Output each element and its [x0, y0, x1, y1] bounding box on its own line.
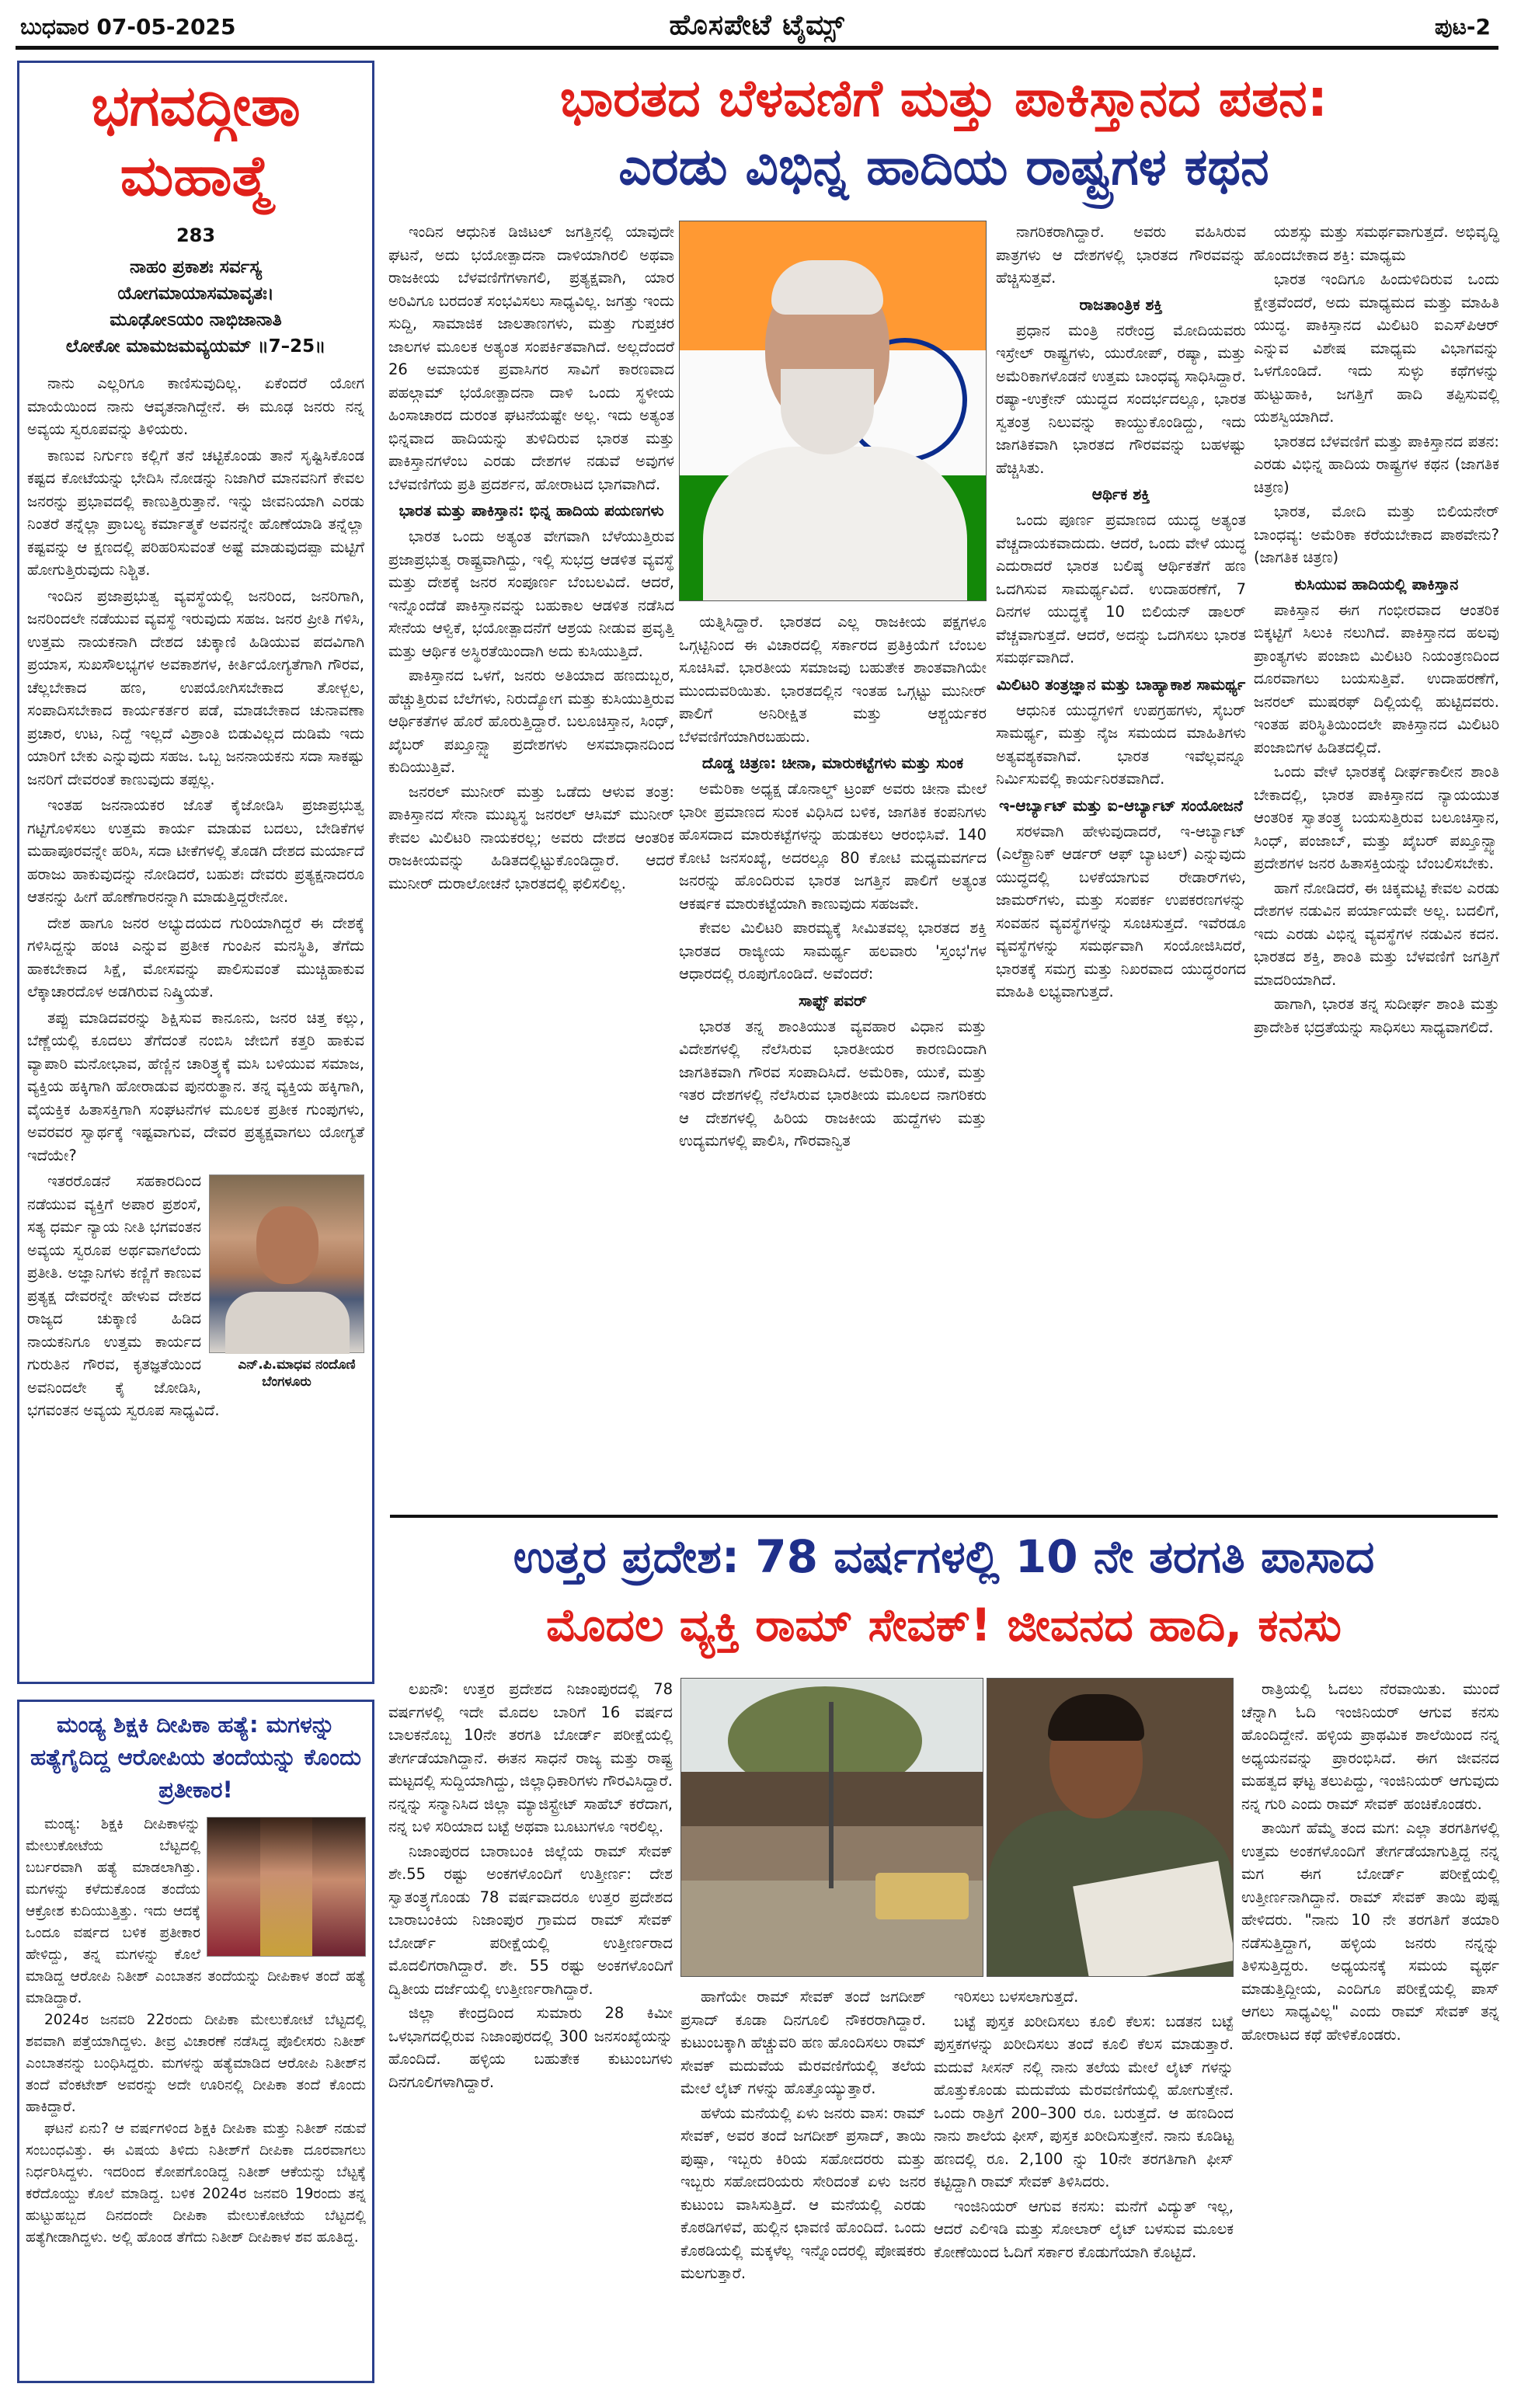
article-subhead: ಸಾಫ್ಟ್ ಪವರ್ — [798, 990, 868, 1010]
article-paragraph: ತಾಯಿಗೆ ಹೆಮ್ಮೆ ತಂದ ಮಗ: ಎಲ್ಲಾ ತರಗತಿಗಳಲ್ಲಿ ಉತ್ತಮ ಅಂಕಗಳೊಂದಿಗೆ ತೇರ್ಗಡೆಯಾಗುತ್ತಿದ್ದ ನನ್ನ ಮಗ ಈಗ ಬೋರ್ಡ್ ಪರೀಕ್ಷೆಯಲ್ಲಿ ಉತ್ತೀರ್ಣನಾಗಿದ್ದಾನೆ. ರಾಮ್ ಸೇವಕ್ ತಾಯಿ ಪುಷ್ಪ ಹೇಳಿದರು. "ನಾನು 10 ನೇ ತರಗತಿಗೆ ತಯಾರಿ ನಡೆಸುತ್ತಿದ್ದಾಗ, ಹಳ್ಳಿಯ ಜನರು ನನ್ನನ್ನು ತಿಳಿಸುತ್ತಿದ್ದರು. ಅಧ್ಯಯನಕ್ಕೆ ಸಮಯ ವ್ಯರ್ಥ ಮಾಡುತ್ತಿದ್ದೀಯ, ಎಂದಿಗೂ ಪರೀಕ್ಷೆಯಲ್ಲಿ ಪಾಸ್ ಆಗಲು ಸಾಧ್ಯವಿಲ್ಲ" ಎಂದು ರಾಮ್ ಸೇವಕ್ ತನ್ನ ಹೋರಾಟದ ಕಥೆ ಹೇಳಿಕೊಂಡರು. — [1241, 1819, 1499, 2044]
gita-title-line2: ಮಹಾತ್ಮೆ — [120, 143, 272, 208]
article-paragraph: ಭಾರತದ ಬೆಳವಣಿಗೆ ಮತ್ತು ಪಾಕಿಸ್ತಾನದ ಪತನ: ಎರಡು ವಿಭಿನ್ನ ಹಾದಿಯ ರಾಷ್ಟ್ರಗಳ ಕಥನ (ಜಾಗತಿಕ ಚಿತ್ರಣ) — [1254, 432, 1499, 496]
article-paragraph: ಜಿಲ್ಲಾ ಕೇಂದ್ರದಿಂದ ಸುಮಾರು 28 ಕಿಮೀ ಒಳಭಾಗದಲ್ಲಿರುವ ನಿಜಾಂಪುರದಲ್ಲಿ 300 ಜನಸಂಖ್ಯೆಯನ್ನು ಹೊಂದಿದೆ. ಹಳ್ಳಿಯ ಬಹುತೇಕ ಕುಟುಂಬಗಳು ದಿನಗೂಲಿಗಳಾಗಿದ್ದಾರೆ. — [388, 2004, 673, 2091]
mandya-body — [26, 1814, 366, 2249]
article-paragraph: ಒಂದು ವೇಳೆ ಭಾರತಕ್ಕೆ ದೀರ್ಘಕಾಲೀನ ಶಾಂತಿ ಬೇಕಾದಲ್ಲಿ, ಭಾರತ ಪಾಕಿಸ್ತಾನದ ನ್ಯಾಯಯುತ ಆಂತರಿಕ ಸ್ವಾತಂತ್ರ್ಯ ಬಯಸುತ್ತಿರುವ ಬಲೂಚಿಸ್ತಾನ, ಸಿಂಧ್, ಪಂಜಾಬ್, ಮತ್ತು ಖೈಬರ್ ಪಖ್ತೂನ್ಖ್ವಾ ಪ್ರದೇಶಗಳ ಜನರ ಹಿತಾಸಕ್ತಿಯನ್ನು ಬೆಂಬಲಿಸಬೇಕು. — [1254, 763, 1499, 872]
article-paragraph: 2024ರ ಜನವರಿ 22ರಂದು ದೀಪಿಕಾ ಮೇಲುಕೋಟೆ ಬೆಟ್ಟದಲ್ಲಿ ಶವವಾಗಿ ಪತ್ತೆಯಾಗಿದ್ದಳು. ತೀವ್ರ ವಿಚಾರಣೆ ನಡೆಸಿದ್ದ ಪೊಲೀಸರು ನಿತೀಶ್ ಎಂಬಾತನನ್ನು ಬಂಧಿಸಿದ್ದರು. ಮಗಳನ್ನು ಹತ್ಯೆಮಾಡಿದ ಆರೋಪಿ ನಿತೀಶ್‌ನ ತಂದೆ ವೆಂಕಟೇಶ್ ಅವರನ್ನು ಅದೇ ಊರಿನಲ್ಲಿ ದೀಪಿಕಾ ತಂದೆ ಕೊಂದು ಹಾಕಿದ್ದಾರೆ. — [26, 2012, 366, 2115]
masthead — [16, 6, 1498, 50]
article-subhead: ಆರ್ಥಿಕ ಶಕ್ತಿ — [1091, 485, 1150, 503]
gita-title-line1: ಭಗವದ್ಗೀತಾ — [91, 73, 301, 138]
article-subhead: ರಾಜತಾಂತ್ರಿಕ ಶಕ್ತಿ — [1079, 294, 1163, 314]
gita-column — [17, 61, 374, 1684]
article-paragraph: ಅಮೆರಿಕಾ ಅಧ್ಯಕ್ಷ ಡೊನಾಲ್ಡ್ ಟ್ರಂಪ್ ಅವರು ಚೀನಾ ಮೇಲೆ ಭಾರೀ ಪ್ರಮಾಣದ ಸುಂಕ ವಿಧಿಸಿದ ಬಳಿಕ, ಜಾಗತಿಕ ಕಂಪನಿಗಳು ಹೊಸದಾದ ಮಾರುಕಟ್ಟೆಗಳನ್ನು ಹುಡುಕಲು ಆರಂಭಿಸಿವೆ. 140 ಕೋಟಿ ಜನಸಂಖ್ಯೆ, ಅದರಲ್ಲೂ 80 ಕೋಟಿ ಮಧ್ಯಮವರ್ಗದ ಜನರನ್ನು ಹೊಂದಿರುವ ಭಾರತ ಜಗತ್ತಿನ ಪಾಲಿಗೆ ಅತ್ಯಂತ ಆಕರ್ಷಕ ಮಾರುಕಟ್ಟೆಯಾಗಿ ಕಾಣುವುದು ಸಹಜವೇ. — [679, 780, 987, 913]
page-number: ಪುಟ-2 — [1434, 14, 1491, 40]
article-subhead: ಕುಸಿಯುವ ಹಾದಿಯಲ್ಲಿ ಪಾಕಿಸ್ತಾನ — [1294, 574, 1459, 593]
article-paragraph: ಭಾರತ ಒಂದು ಅತ್ಯಂತ ವೇಗವಾಗಿ ಬೆಳೆಯುತ್ತಿರುವ ಪ್ರಜಾಪ್ರಭುತ್ವ ರಾಷ್ಟ್ರವಾಗಿದ್ದು, ಇಲ್ಲಿ ಸುಭದ್ರ ಆಡಳಿತ ವ್ಯವಸ್ಥೆ ಮತ್ತು ದೇಶಕ್ಕೆ ಜನರ ಸಂಪೂರ್ಣ ಬೆಂಬಲವಿದೆ. ಆದರೆ, ಇನ್ನೊಂದೆಡೆ ಪಾಕಿಸ್ತಾನವನ್ನು ಬಹುಕಾಲ ಆಡಳಿತ ನಡೆಸಿದ ಸೇನೆಯ ಆಳ್ವಿಕೆ, ಭಯೋತ್ಪಾದನೆಗೆ ಆಶ್ರಯ ನೀಡುವ ಪ್ರವೃತ್ತಿ ಮತ್ತು ಆರ್ಥಿಕ ಅಸ್ಥಿರತೆಯಿಂದಾಗಿ ಅದು ಕುಸಿಯುತ್ತಿದೆ. — [388, 527, 674, 660]
author-name: ಎನ್.ಪಿ.ಮಾಧವ ನಂದೊಣಿ ಬೆಂಗಳೂರು — [238, 1357, 356, 1390]
second-headline-line2: ಮೊದಲ ವ್ಯಕ್ತಿ ರಾಮ್ ಸೇವಕ್! ಜೀವನದ ಹಾದಿ, ಕನಸು — [546, 1599, 1342, 1651]
article-paragraph: ಲಖನೌ: ಉತ್ತರ ಪ್ರದೇಶದ ನಿಜಾಂಪುರದಲ್ಲಿ 78 ವರ್ಷಗಳಲ್ಲಿ ಇದೇ ಮೊದಲ ಬಾರಿಗೆ 16 ವರ್ಷದ ಬಾಲಕನೊಬ್ಬ 10ನೇ ತರಗತಿ ಬೋರ್ಡ್ ಪರೀಕ್ಷೆಯಲ್ಲಿ ತೇರ್ಗಡೆಯಾಗಿದ್ದಾನೆ. ಈತನ ಸಾಧನೆ ರಾಜ್ಯ ಮತ್ತು ರಾಷ್ಟ್ರ ಮಟ್ಟದಲ್ಲಿ ಸುದ್ದಿಯಾಗಿದ್ದು, ಜಿಲ್ಲಾಧಿಕಾರಿಗಳು ಗೌರವಿಸಿದ್ದಾರೆ. ನನ್ನನ್ನು ಸನ್ಮಾನಿಸಿದ ಜಿಲ್ಲಾ ಮ್ಯಾಜಿಸ್ಟ್ರೇಟ್ ಸಾಹೆಬ್ ಕರೆದಾಗ, ನನ್ನ ಬಳಿ ಸರಿಯಾದ ಬಟ್ಟೆ ಅಥವಾ ಬೂಟುಗಳೂ ಇರಲಿಲ್ಲ. — [388, 1680, 673, 1836]
article-paragraph: ಇಂದಿನ ಆಧುನಿಕ ಡಿಜಿಟಲ್ ಜಗತ್ತಿನಲ್ಲಿ ಯಾವುದೇ ಘಟನೆ, ಅದು ಭಯೋತ್ಪಾದನಾ ದಾಳಿಯಾಗಿರಲಿ ಅಥವಾ ರಾಜಕೀಯ ಬೆಳವಣಿಗೆಗಳಾಗಲಿ, ಪ್ರತ್ಯಕ್ಷವಾಗಿ, ಯಾರ ಅರಿವಿಗೂ ಬರದಂತೆ ಸಂಭವಿಸಲು ಸಾಧ್ಯವಿಲ್ಲ. ಜಗತ್ತು ಇಂದು ಸುದ್ದಿ, ಸಾಮಾಜಿಕ ಜಾಲತಾಣಗಳು, ಮತ್ತು ಗುಪ್ತಚರ ಜಾಲಗಳ ಮೂಲಕ ಅತ್ಯಂತ ಸಂಪರ್ಕಿತವಾಗಿದೆ. ಅಲ್ಲದೆಂದರೆ 26 ಅಮಾಯಕ ಪ್ರವಾಸಿಗರ ಸಾವಿಗೆ ಕಾರಣವಾದ ಪಹಲ್ಗಾಮ್ ಭಯೋತ್ಪಾದನಾ ದಾಳಿ ಒಂದು ಸ್ಥಳೀಯ ಹಿಂಸಾಚಾರದ ದುರಂತ ಘಟನೆಯಷ್ಟೇ ಅಲ್ಲ. ಇದು ಅತ್ಯಂತ ಭಿನ್ನವಾದ ಹಾದಿಯನ್ನು ತುಳಿದಿರುವ ಭಾರತ ಮತ್ತು ಪಾಕಿಸ್ತಾನಗಳೆಂಬ ಎರಡು ದೇಶಗಳ ನಡುವೆ ಅವುಗಳ ಬೆಳವಣಿಗೆಯ ಪ್ರತಿ ಪ್ರದರ್ಶನ, ಹೋರಾಟದ ಭಾಗವಾಗಿದೆ. — [388, 223, 674, 493]
second-story-column-2 — [680, 1985, 926, 2385]
article-paragraph: ಇಂಜಿನಿಯರ್ ಆಗುವ ಕನಸು: ಮನೆಗೆ ವಿದ್ಯುತ್ ಇಲ್ಲ, ಆದರೆ ಎಲಿಇಡಿ ಮತ್ತು ಸೋಲಾರ್ ಲೈಟ್ ಬಳಸುವ ಮೂಲಕ ಕೋಣೆಯಿಂದ ಓದಿಗೆ ಸರ್ಕಾರ ಕೊಡುಗೆಯಾಗಿ ಕೊಟ್ಟಿದೆ. — [934, 2197, 1234, 2261]
article-paragraph: ಕೇವಲ ಮಿಲಿಟರಿ ಪಾರಮ್ಯಕ್ಕೆ ಸೀಮಿತವಲ್ಲ ಭಾರತದ ಶಕ್ತಿ ಭಾರತದ ರಾಜ್ಯೀಯ ಸಾಮರ್ಥ್ಯ ಹಲವಾರು 'ಸ್ತಂಭ'ಗಳ ಆಧಾರದಲ್ಲಿ ರೂಪುಗೊಂಡಿದೆ. ಅವೆಂದರೆ: — [679, 919, 987, 983]
main-headline-line1: ಭಾರತದ ಬೆಳವಣಿಗೆ ಮತ್ತು ಪಾಕಿಸ್ತಾನದ ಪತನ: — [559, 68, 1328, 128]
gita-number: 283 — [176, 224, 216, 246]
article-paragraph: ಭಾರತ, ಮೋದಿ ಮತ್ತು ಬಿಲಿಯನೇರ್ ಬಾಂಧವ್ಯ: ಅಮೆರಿಕಾ ಕರೆಯಬೇಕಾದ ಪಾಠವೇನು? (ಜಾಗತಿಕ ಚಿತ್ರಣ) — [1254, 503, 1499, 566]
article-paragraph: ಒಂದು ಪೂರ್ಣ ಪ್ರಮಾಣದ ಯುದ್ಧ ಅತ್ಯಂತ ವೆಚ್ಚದಾಯಕವಾದುದು. ಆದರೆ, ಒಂದು ವೇಳೆ ಯುದ್ಧ ಎದುರಾದರೆ ಭಾರತ ಬಲಿಷ್ಠ ಆರ್ಥಿಕತೆಗೆ ಹಣ ಒದಗಿಸುವ ಸಾಮರ್ಥ್ಯವಿದೆ. ಉದಾಹರಣೆಗೆ, 7 ದಿನಗಳ ಯುದ್ಧಕ್ಕೆ 10 ಬಿಲಿಯನ್ ಡಾಲರ್ ವೆಚ್ಚವಾಗುತ್ತದೆ. ಆದರೆ, ಅದನ್ನು ಒದಗಿಸಲು ಭಾರತ ಸಮರ್ಥವಾಗಿದೆ. — [996, 511, 1246, 666]
gita-paragraph: ಇತರರೊಡನೆ ಸಹಕಾರದಿಂದ ನಡೆಯುವ ವ್ಯಕ್ತಿಗೆ ಅಪಾರ ಪ್ರಶಂಸೆ, ಸತ್ಯ ಧರ್ಮ ನ್ಯಾಯ ನೀತಿ ಭಗವಂತನ ಅವ್ಯಯ ಸ್ವರೂಪ ಅರ್ಥವಾಗಲೆಂದು ಪ್ರತೀತಿ. ಅಜ್ಞಾನಿಗಳು ಕಣ್ಣಿಗೆ ಕಾಣುವ ಪ್ರತ್ಯಕ್ಷ ದೇವರನ್ನೇ ಹೇಳುವ ದೇಶದ ರಾಜ್ಯದ ಚುಕ್ಕಾಣಿ ಹಿಡಿದ ನಾಯಕನಿಗೂ ಉತ್ತಮ ಕಾರ್ಯದ ಗುರುತಿನ ಗೌರವ, ಕೃತಜ್ಞತೆಯಿಂದ ಅವನಿಂದಲೇ ಕೈ ಜೋಡಿಸಿ, ಭಗವಂತನ ಅವ್ಯಯ ಸ್ವರೂಪ ಸಾಧ್ಯವಿದೆ. — [27, 1172, 220, 1419]
article-paragraph: ಯಶಸ್ಸು ಮತ್ತು ಸಮರ್ಥವಾಗುತ್ತದೆ. ಅಭಿವೃದ್ಧಿ ಹೊಂದಬೇಕಾದ ಶಕ್ತಿ: ಮಾಧ್ಯಮ — [1254, 223, 1499, 264]
article-paragraph: ನಾಗರಿಕರಾಗಿದ್ದಾರೆ. ಅವರು ವಹಿಸಿರುವ ಪಾತ್ರಗಳು ಆ ದೇಶಗಳಲ್ಲಿ ಭಾರತದ ಗೌರವವನ್ನು ಹೆಚ್ಚಿಸುತ್ತವೆ. — [996, 223, 1246, 287]
article-subhead: ಇ-ಆರ್ಬ್ಯಾಟ್ ಮತ್ತು ಐ-ಆರ್ಬ್ಯಾಟ್ ಸಂಯೋಜನೆ — [999, 795, 1243, 815]
article-paragraph: ಹಾಗೆಯೇ ರಾಮ್ ಸೇವಕ್ ತಂದೆ ಜಗದೀಶ್ ಪ್ರಸಾದ್ ಕೂಡಾ ದಿನಗೂಲಿ ನೌಕರರಾಗಿದ್ದಾರೆ. ಕುಟುಂಬಕ್ಕಾಗಿ ಹೆಚ್ಚುವರಿ ಹಣ ಹೊಂದಿಸಲು ರಾಮ್ ಸೇವಕ್ ಮದುವೆಯ ಮೆರವಣಿಗೆಯಲ್ಲಿ ತಲೆಯ ಮೇಲೆ ಲೈಟ್ ಗಳನ್ನು ಹೊತ್ತೊಯ್ಯುತ್ತಾರೆ. — [680, 1988, 926, 2097]
gita-paragraph: ಇಂದಿನ ಪ್ರಜಾಪ್ರಭುತ್ವ ವ್ಯವಸ್ಥೆಯಲ್ಲಿ ಜನರಿಂದ, ಜನರಿಗಾಗಿ, ಜನರಿಂದಲೇ ನಡೆಯುವ ವ್ಯವಸ್ಥೆ ಇರುವುದು ಸಹಜ. ಜನರ ಪ್ರೀತಿ ಗಳಿಸಿ, ಉತ್ತಮ ನಾಯಕನಾಗಿ ದೇಶದ ಚುಕ್ಕಾಣಿ ಹಿಡಿಯುವ ಪದವಿಗಾಗಿ ಪ್ರಯಾಸ, ಸುಖಸೌಲಭ್ಯಗಳ ಅವಕಾಶಗಳ, ಕೀರ್ತಿಯೋಗ್ಯತೆಗಾಗಿ ಗೌರವ, ಚೆಲ್ಲಬೇಕಾದ ಹಣ, ಉಪಯೋಗಿಸಬೇಕಾದ ತೋಳ್ಬಲ, ಸಂಪಾದಿಸಬೇಕಾದ ಕಾರ್ಯಕರ್ತರ ಪಡೆ, ಮಾಡಬೇಕಾದ ಚುನಾವಣಾ ಪ್ರಚಾರ, ಉಟ, ನಿದ್ದೆ ಇಲ್ಲದೆ ವಿಶ್ರಾಂತಿ ಬಿಡುವಿಲ್ಲದ ದುಡಿಮೆ ಇದು ಯಾರಿಗೆ ಬೇಕು ಎನ್ನುವುದು ಸಹಜ. ಒಬ್ಬ ಜನನಾಯಕನು ಸದಾ ಸಾಕಷ್ಟು ಜನರಿಗೆ ದೇವರಂತೆ ಕಾಣುವುದು ತಪ್ಪಲ್ಲ. — [27, 586, 364, 788]
article-paragraph: ಭಾರತ ಇಂದಿಗೂ ಹಿಂದುಳಿದಿರುವ ಒಂದು ಕ್ಷೇತ್ರವೆಂದರೆ, ಅದು ಮಾಧ್ಯಮದ ಮತ್ತು ಮಾಹಿತಿ ಯುದ್ಧ. ಪಾಕಿಸ್ತಾನದ ಮಿಲಿಟರಿ ಐಎಸ್‌ಪಿಆರ್ ಎನ್ನುವ ವಿಶೇಷ ಮಾಧ್ಯಮ ವಿಭಾಗವನ್ನು ಒಳಗೊಂಡಿದೆ. ಇದು ಸುಳ್ಳು ಕಥೆಗಳನ್ನು ಹುಟ್ಟುಹಾಕಿ, ಜಗತ್ತಿಗೆ ಹಾದಿ ತಪ್ಪಿಸುವಲ್ಲಿ ಯಶಸ್ವಿಯಾಗಿದೆ. — [1254, 270, 1499, 426]
modi-photo — [679, 221, 987, 601]
article-paragraph: ನಿಜಾಂಪುರದ ಬಾರಾಬಂಕಿ ಜಿಲ್ಲೆಯ ರಾಮ್ ಸೇವಕ್ ಶೇ.55 ರಷ್ಟು ಅಂಕಗಳೊಂದಿಗೆ ಉತ್ತೀರ್ಣ: ದೇಶ ಸ್ವಾತಂತ್ರ್ಯಗೊಂಡು 78 ವರ್ಷವಾದರೂ ಉತ್ತರ ಪ್ರದೇಶದ ಬಾರಾಬಂಕಿಯ ನಿಜಾಂಪುರ ಗ್ರಾಮದ ರಾಮ್ ಸೇವಕ್ ಬೋರ್ಡ್ ಪರೀಕ್ಷೆಯಲ್ಲಿ ಉತ್ತೀರ್ಣರಾದ ಮೊದಲಿಗರಾಗಿದ್ದಾರೆ. ಶೇ. 55 ರಷ್ಟು ಅಂಕಗಳೊಂದಿಗೆ ದ್ವಿತೀಯ ದರ್ಜೆಯಲ್ಲಿ ಉತ್ತೀರ್ಣರಾಗಿದ್ದಾರೆ. — [388, 1842, 673, 1998]
article-paragraph: ಭಾರತ ತನ್ನ ಶಾಂತಿಯುತ ವ್ಯವಹಾರ ವಿಧಾನ ಮತ್ತು ವಿದೇಶಗಳಲ್ಲಿ ನೆಲೆಸಿರುವ ಭಾರತೀಯರ ಕಾರಣದಿಂದಾಗಿ ಜಾಗತಿಕವಾಗಿ ಗೌರವ ಸಂಪಾದಿಸಿದೆ. ಅಮೆರಿಕಾ, ಯುಕೆ, ಮತ್ತು ಇತರ ದೇಶಗಳಲ್ಲಿ ನೆಲೆಸಿರುವ ಭಾರತೀಯ ಮೂಲದ ನಾಗರಿಕರು ಆ ದೇಶಗಳಲ್ಲಿ ಹಿರಿಯ ರಾಜಕೀಯ ಹುದ್ದೆಗಳು ಮತ್ತು ಉದ್ಯಮಗಳಲ್ಲಿ ಪಾಲಿಸಿ, ಗೌರವಾನ್ವಿತ — [679, 1017, 987, 1150]
article-paragraph: ಯತ್ನಿಸಿದ್ದಾರೆ. ಭಾರತದ ಎಲ್ಲ ರಾಜಕೀಯ ಪಕ್ಷಗಳೂ ಒಗ್ಗಟ್ಟಿನಿಂದ ಈ ವಿಚಾರದಲ್ಲಿ ಸರ್ಕಾರದ ಪ್ರತಿಕ್ರಿಯೆಗೆ ಬೆಂಬಲ ಸೂಚಿಸಿವೆ. ಭಾರತೀಯ ಸಮಾಜವು ಬಹುತೇಕ ಶಾಂತವಾಗಿಯೇ ಮುಂದುವರಿಯಿತು. ಭಾರತದಲ್ಲಿನ ಇಂತಹ ಒಗ್ಗಟ್ಟು ಮುನೀರ್ ಪಾಲಿಗೆ ಅನಿರೀಕ್ಷಿತ ಮತ್ತು ಆಶ್ಚರ್ಯಕರ ಬೆಳವಣಿಗೆಯಾಗಿರಬಹುದು. — [679, 613, 987, 746]
gita-paragraph: ನಾನು ಎಲ್ಲರಿಗೂ ಕಾಣಿಸುವುದಿಲ್ಲ. ಏಕೆಂದರೆ ಯೋಗ ಮಾಯೆಯಿಂದ ನಾನು ಆವೃತನಾಗಿದ್ದೇನೆ. ಈ ಮೂಢ ಜನರು ನನ್ನ ಅವ್ಯಯ ಸ್ವರೂಪವನ್ನು ತಿಳಿಯರು. — [27, 374, 364, 438]
article-subhead: ಭಾರತ ಮತ್ತು ಪಾಕಿಸ್ತಾನ: ಭಿನ್ನ ಹಾದಿಯ ಪಯಣಗಳು — [399, 501, 664, 520]
newspaper-name: ಹೊಸಪೇಟೆ ಟೈಮ್ಸ್ — [669, 9, 845, 41]
main-story-column-4 — [1254, 221, 1499, 1502]
article-paragraph: ಹಾಗೆ ನೋಡಿದರೆ, ಈ ಚಿಕ್ಕಮಟ್ಟಿ ಕೇವಲ ಎರಡು ದೇಶಗಳ ನಡುವಿನ ಪರ್ಯಾಯವೇ ಅಲ್ಲ. ಬದಲಿಗೆ, ಇದು ಎರಡು ವಿಭಿನ್ನ ವ್ಯವಸ್ಥೆಗಳ ನಡುವಿನ ಕದನ. ಭಾರತದ ಶಕ್ತಿ, ಶಾಂತಿ ಮತ್ತು ಬೆಳವಣಿಗೆ ಜಗತ್ತಿಗೆ ಮಾದರಿಯಾಗಿದೆ. — [1254, 879, 1499, 989]
main-story-column-3 — [996, 221, 1246, 1502]
article-paragraph: ಸರಳವಾಗಿ ಹೇಳುವುದಾದರೆ, ಇ-ಆರ್ಬ್ಯಾಟ್ (ಎಲೆಕ್ಟ್ರಾನಿಕ್ ಆರ್ಡರ್ ಆಫ್ ಬ್ಯಾಟಲ್) ಎನ್ನುವುದು ಯುದ್ಧದಲ್ಲಿ ಬಳಕೆಯಾಗುವ ರೇಡಾರ್‌ಗಳು, ಜಾಮರ್‌ಗಳು, ಮತ್ತು ಸಂಪರ್ಕ ಉಪಕರಣಗಳನ್ನು ಸಂವಹನ ವ್ಯವಸ್ಥೆಗಳನ್ನು ಸೂಚಿಸುತ್ತದೆ. ಇವೆರಡೂ ವ್ಯವಸ್ಥೆಗಳನ್ನು ಸಮರ್ಥವಾಗಿ ಸಂಯೋಜಿಸಿದರೆ, ಭಾರತಕ್ಕೆ ಸಮಗ್ರ ಮತ್ತು ನಿಖರವಾದ ಯುದ್ಧರಂಗದ ಮಾಹಿತಿ ಲಭ್ಯವಾಗುತ್ತದೆ. — [996, 822, 1246, 1000]
author-photo — [209, 1174, 364, 1353]
article-paragraph: ಹಾಗಾಗಿ, ಭಾರತ ತನ್ನ ಸುದೀರ್ಘ ಶಾಂತಿ ಮತ್ತು ಪ್ರಾದೇಶಿಕ ಭದ್ರತೆಯನ್ನು ಸಾಧಿಸಲು ಸಾಧ್ಯವಾಗಲಿದೆ. — [1254, 995, 1499, 1036]
article-paragraph: ರಾತ್ರಿಯಲ್ಲಿ ಓದಲು ನೆರವಾಯಿತು. ಮುಂದೆ ಚೆನ್ನಾಗಿ ಓದಿ ಇಂಜಿನಿಯರ್ ಆಗುವ ಕನಸು ಹೊಂದಿದ್ದೇನೆ. ಹಳ್ಳಿಯ ಪ್ರಾಥಮಿಕ ಶಾಲೆಯಿಂದ ನನ್ನ ಅಧ್ಯಯನವನ್ನು ಪ್ರಾರಂಭಿಸಿದೆ. ಈಗ ಜೀವನದ ಮಹತ್ವದ ಘಟ್ಟ ತಲುಪಿದ್ದು, ಇಂಜಿನಿಯರ್ ಆಗುವುದು ನನ್ನ ಗುರಿ ಎಂದು ರಾಮ್ ಸೇವಕ್ ಹಂಚಿಕೊಂಡರು. — [1241, 1680, 1499, 1813]
shloka-line: ನಾಹಂ ಪ್ರಕಾಶಃ ಸರ್ವಸ್ಯ — [130, 257, 262, 277]
article-paragraph: ಪ್ರಧಾನ ಮಂತ್ರಿ ನರೇಂದ್ರ ಮೋದಿಯವರು ಇಸ್ರೇಲ್ ರಾಷ್ಟ್ರಗಳು, ಯುರೋಪ್, ರಷ್ಯಾ, ಮತ್ತು ಅಮೆರಿಕಾಗಳೊಡನೆ ಉತ್ತಮ ಬಾಂಧವ್ಯ ಸಾಧಿಸಿದ್ದಾರೆ. ರಷ್ಯಾ-ಉಕ್ರೇನ್ ಯುದ್ಧದ ಸಂದರ್ಭದಲ್ಲೂ, ಭಾರತ ಸ್ವತಂತ್ರ ನಿಲುವನ್ನು ಕಾಯ್ದುಕೊಂಡಿದ್ದು, ಇದು ಜಾಗತಿಕವಾಗಿ ಭಾರತದ ಗೌರವವನ್ನು ಬಹಳಷ್ಟು ಹೆಚ್ಚಿಸಿತು. — [996, 321, 1246, 477]
gita-paragraph: ಇಂತಹ ಜನನಾಯಕರ ಜೊತೆ ಕೈಜೋಡಿಸಿ ಪ್ರಜಾಪ್ರಭುತ್ವ ಗಟ್ಟಿಗೊಳಿಸಲು ಉತ್ತಮ ಕಾರ್ಯ ಮಾಡುವ ಬದಲು, ಬೇಡಿಕೆಗಳ ಮಹಾಪೂರವನ್ನೇ ಹರಿಸಿ, ಸದಾ ಟೀಕೆಗಳಲ್ಲಿ ತೊಡಗಿ ದೇಶದ ಮರ್ಯಾದೆ ಹರಾಜು ಹಾಕುವುದನ್ನು ನೋಡಿದರೆ, ಬಹುಶಃ ದೇವರು ಪ್ರತ್ಯಕ್ಷನಾದರೂ ಆತನನ್ನು ಹೀಗೆ ಹೊಣೆಗಾರನನ್ನಾಗಿ ಮಾಡುತ್ತಿದ್ದರೇನೋ. — [27, 796, 364, 906]
article-paragraph: ಆಧುನಿಕ ಯುದ್ಧಗಳಿಗೆ ಉಪಗ್ರಹಗಳು, ಸೈಬರ್ ಸಾಮರ್ಥ್ಯ, ಮತ್ತು ನೈಜ ಸಮಯದ ಮಾಹಿತಿಗಳು ಅತ್ಯವಶ್ಯಕವಾಗಿವೆ. ಭಾರತ ಇವೆಲ್ಲವನ್ನೂ ನಿರ್ಮಿಸುವಲ್ಲಿ ಕಾರ್ಯನಿರತವಾಗಿದೆ. — [996, 701, 1246, 788]
gita-paragraph: ದೇಶ ಹಾಗೂ ಜನರ ಅಭ್ಯುದಯದ ಗುರಿಯಾಗಿದ್ದರೆ ಈ ದೇಶಕ್ಕೆ ಗಳಿಸಿದ್ದನ್ನು ಹಂಚಿ ಎನ್ನುವ ಪ್ರತೀಕ ಗುಂಪಿನ ಮನಸ್ಥಿತಿ, ತೆಗೆದು ಹಾಕಬೇಕಾದ ಸಿಕ್ಷೆ, ಮೋಸವನ್ನು ಪಾಲಿಸುವಂತೆ ಮುಚ್ಚಿಹಾಕುವ ಲೆಕ್ಕಾಚಾರದೊಳ ಅಡಗಿರುವ ನಿಷ್ಕ್ರಿಯತೆ. — [27, 913, 364, 1000]
gita-paragraph: ಕಾಣುವ ನಿರ್ಗುಣ ಕಲ್ಲಿಗೆ ತನೆ ಚಟ್ಟಿಕೊಂಡು ತಾನೆ ಸೃಷ್ಟಿಸಿಕೊಂಡ ಕಷ್ಟದ ಕೋಟೆಯನ್ನು ಭೇದಿಸಿ ನೋಡನ್ನು ನಿಜಾಗಿರೆ ಮಾನವನಿಗೆ ಕೇವಲ ಜನರನ್ನು ಪ್ರಭಾವದಲ್ಲಿ ಕಾಣುತ್ತಿರುತ್ತಾನೆ. ಇನ್ನು ಜೀವನಿಯಾಗಿ ಎರಡು ನಿಂತರೆ ತನ್ನೆಲ್ಲಾ ಪ್ರಾಬಲ್ಯ ಕರ್ಮಾತ್ಮಕೆ ಅವನನ್ನೇ ಹೊಣೆಯಾಡಿ ತನ್ನೆಲ್ಲಾ ಕಷ್ಟವನ್ನು ಆ ಕ್ಷಣದಲ್ಲಿ ಪರಿಹರಿಸುವಂತೆ ಅಷ್ಟೆ ಮಾಡುವುದಪ್ಪಾ ಮಟ್ಟಿಗೆ ಹೋಗುತ್ತಿರುವುದು ನಿಶ್ಚಿತ. — [27, 446, 364, 579]
main-story-column-2 — [679, 611, 987, 1502]
second-story-column-4 — [1241, 1678, 1499, 2385]
second-headline — [388, 1522, 1499, 1659]
shloka-line: ಲೋಕೋ ಮಾಮಜಮವ್ಯಯಮ್ ॥7–25॥ — [65, 336, 326, 357]
article-subhead: ದೊಡ್ಡ ಚಿತ್ರಣ: ಚೀನಾ, ಮಾರುಕಟ್ಟೆಗಳು ಮತ್ತು ಸುಂಕ — [701, 753, 964, 772]
main-headline — [388, 65, 1499, 202]
article-paragraph: ಪಾಕಿಸ್ತಾನ ಈಗ ಗಂಭೀರವಾದ ಆಂತರಿಕ ಬಿಕ್ಕಟ್ಟಿಗೆ ಸಿಲುಕಿ ನಲುಗಿದೆ. ಪಾಕಿಸ್ತಾನದ ಹಲವು ಪ್ರಾಂತ್ಯಗಳು ಪಂಜಾಬಿ ಮಿಲಿಟರಿ ನಿಯಂತ್ರಣದಿಂದ ದೂರವಾಗಲು ಬಯಸುತ್ತಿವೆ. ಉದಾಹರಣೆಗೆ, ಜನರಲ್ ಮುಷರಫ್ ದಿಲ್ಲಿಯಲ್ಲಿ ಹುಟ್ಟಿದವರು. ಇಂತಹ ಪರಿಸ್ಥಿತಿಯಿಂದಲೇ ಪಾಕಿಸ್ತಾನದ ಮಿಲಿಟರಿ ಪಂಜಾಬಿಗಳ ಹಿಡಿತದಲ್ಲಿದೆ. — [1254, 600, 1499, 757]
article-paragraph: ಹಳೆಯ ಮನೆಯಲ್ಲಿ ಏಳು ಜನರು ವಾಸ: ರಾಮ್ ಸೇವಕ್, ಅವರ ತಂದೆ ಜಗದೀಶ್ ಪ್ರಸಾದ್, ತಾಯಿ ಪುಷ್ಪಾ, ಇಬ್ಬರು ಕಿರಿಯ ಸಹೋದರರು ಮತ್ತು ಇಬ್ಬರು ಸಹೋದರಿಯರು ಸೇರಿದಂತೆ ಏಳು ಜನರ ಕುಟುಂಬ ವಾಸಿಸುತ್ತಿದೆ. ಆ ಮನೆಯಲ್ಲಿ ಎರಡು ಕೊಠಡಿಗಳಿವೆ, ಹುಲ್ಲಿನ ಛಾವಣಿ ಹೊಂದಿದೆ. ಒಂದು ಕೊಠಡಿಯಲ್ಲಿ ಮಕ್ಕಳೆಲ್ಲ ಇನ್ನೊಂದರಲ್ಲಿ ಪೋಷಕರು ಮಲಗುತ್ತಾರೆ. — [680, 2104, 926, 2282]
issue-date: ಬುಧವಾರ 07-05-2025 — [20, 14, 236, 40]
shloka — [27, 254, 364, 360]
mandya-headline: ಮಂಡ್ಯ ಶಿಕ್ಷಕಿ ದೀಪಿಕಾ ಹತ್ಯೆ: ಮಗಳನ್ನು ಹತ್ಯೆಗೈದಿದ್ದ ಆರೋಪಿಯ ತಂದೆಯನ್ನು ಕೊಂದು ಪ್ರತೀಕಾರ! — [30, 1711, 361, 1803]
village-photo — [680, 1678, 983, 1977]
shloka-line: ಯೋಗಮಾಯಾಸಮಾವೃತಃ। — [117, 284, 274, 304]
article-paragraph: ಮಂಡ್ಯ: ಶಿಕ್ಷಕಿ ದೀಪಿಕಾಳನ್ನು ಮೇಲುಕೋಟೆಯ ಬೆಟ್ಟದಲ್ಲಿ ಬರ್ಬರವಾಗಿ ಹತ್ಯೆ ಮಾಡಲಾಗಿತ್ತು. ಮಗಳನ್ನು ಕಳೆದುಕೊಂಡ ತಂದೆಯ ಆಕ್ರೋಶ ಕುದಿಯುತ್ತಿತ್ತು. ಇದು ಆದಕ್ಕೆ ಒಂದೂ ವರ್ಷದ ಬಳಿಕ ಪ್ರತೀಕಾರ ಹೇಳಿದ್ದು, ತನ್ನ ಮಗಳನ್ನು ಕೊಲೆ ಮಾಡಿದ್ದ ಆರೋಪಿ ನಿತೀಶ್ ಎಂಬಾತನ ತಂದೆಯನ್ನು ದೀಪಿಕಾಳ ತಂದೆ ಹತ್ಯೆ ಮಾಡಿದ್ದಾರೆ. — [26, 1816, 366, 2006]
gita-body — [27, 372, 364, 1422]
article-paragraph: ಇರಿಸಲು ಬಳಸಲಾಗುತ್ತದೆ. — [954, 1988, 1079, 2006]
article-subhead: ಮಿಲಿಟರಿ ತಂತ್ರಜ್ಞಾನ ಮತ್ತು ಬಾಹ್ಯಾಕಾಶ ಸಾಮರ್ಥ್ಯ — [996, 674, 1246, 694]
article-paragraph: ಬಟ್ಟೆ ಪುಸ್ತಕ ಖರೀದಿಸಲು ಕೂಲಿ ಕೆಲಸ: ಬಡತನ ಬಟ್ಟೆ ಪುಸ್ತಕಗಳನ್ನು ಖರೀದಿಸಲು ತಂದೆ ಕೂಲಿ ಕೆಲಸ ಮಾಡುತ್ತಾರೆ. ಮದುವೆ ಸೀಸನ್ ನಲ್ಲಿ ನಾನು ತಲೆಯ ಮೇಲೆ ಲೈಟ್ ಗಳನ್ನು ಹೊತ್ತುಕೊಂಡು ಮದುವೆಯ ಮೆರವಣಿಗೆಯಲ್ಲಿ ಹೋಗುತ್ತೇನೆ. ಒಂದು ರಾತ್ರಿಗೆ 200–300 ರೂ. ಬರುತ್ತದೆ. ಆ ಹಣದಿಂದ ನಾನು ಶಾಲೆಯ ಫೀಸ್, ಪುಸ್ತಕ ಖರೀದಿಸುತ್ತೇನೆ. ನಾನು ಕೂಡಿಟ್ಟ ಹಣದಲ್ಲಿ ರೂ. 2,100 ನ್ನು 10ನೇ ತರಗತಿಗಾಗಿ ಫೀಸ್ ಕಟ್ಟಿದ್ದಾಗಿ ರಾಮ್ ಸೇವಕ್ ತಿಳಿಸಿದರು. — [934, 2012, 1234, 2191]
article-paragraph: ಜನರಲ್ ಮುನೀರ್ ಮತ್ತು ಒಡೆದು ಆಳುವ ತಂತ್ರ: ಪಾಕಿಸ್ತಾನದ ಸೇನಾ ಮುಖ್ಯಸ್ಥ ಜನರಲ್ ಆಸಿಮ್ ಮುನೀರ್ ಕೇವಲ ಮಿಲಿಟರಿ ನಾಯಕರಲ್ಲ; ಅವರು ದೇಶದ ಆಂತರಿಕ ರಾಜಕೀಯವನ್ನು ಹಿಡಿತದಲ್ಲಿಟ್ಟುಕೊಂಡಿದ್ದಾರೆ. ಆದರೆ ಮುನೀರ್ ದುರಾಲೋಚನೆ ಭಾರತದಲ್ಲಿ ಫಲಿಸಲಿಲ್ಲ. — [388, 782, 674, 893]
gita-paragraph: ತಪ್ಪು ಮಾಡಿದವರನ್ನು ಶಿಕ್ಷಿಸುವ ಕಾನೂನು, ಜನರ ಚಿತ್ತ ಕಲ್ಲು, ಬೆಣ್ಣೆಯಲ್ಲಿ ಕೂದಲು ತೆಗೆದಂತೆ ನಂಬಿಸಿ ಜೇಬಿಗೆ ಕತ್ತರಿ ಹಾಕುವ ವ್ಯಾಪಾರಿ ಮನೋಭಾವ, ಹೆಣ್ಣಿನ ಚಾರಿತ್ರ್ಯಕ್ಕೆ ಮಸಿ ಬಳಿಯುವ ಸಮಾಜ, ವ್ಯಕ್ತಿಯ ಹಕ್ಕಿಗಾಗಿ ಹೋರಾಡುವ ಪುನರುತ್ಥಾನ. ತನ್ನ ವ್ಯಕ್ತಿಯ ಹಕ್ಕಿಗಾಗಿ, ವೈಯಕ್ತಿಕ ಹಿತಾಸಕ್ತಿಗಾಗಿ ಸಂಘಟನೆಗಳ ಮೂಲಕ ಪ್ರತೀಕ ಗುಂಪುಗಳು, ಅವರವರ ಸ್ವಾರ್ಥಕ್ಕೆ ಇಷ್ಟವಾಗುವ, ದೇವರ ಪ್ರತ್ಯಕ್ಷವಾಗಲು ಯೋಗ್ಯತೆ ಇದೆಯೇ? — [27, 1008, 364, 1164]
victim-photos — [207, 1817, 366, 1957]
main-story-column-1 — [388, 221, 674, 1502]
author-box — [209, 1174, 364, 1390]
section-divider — [390, 1515, 1498, 1518]
main-headline-line2: ಎರಡು ವಿಭಿನ್ನ ಹಾದಿಯ ರಾಷ್ಟ್ರಗಳ ಕಥನ — [618, 137, 1269, 197]
second-headline-line1: ಉತ್ತರ ಪ್ರದೇಶ: 78 ವರ್ಷಗಳಲ್ಲಿ 10 ನೇ ತರಗತಿ ಪಾಸಾದ — [513, 1530, 1375, 1583]
shloka-line: ಮೂಢೋಽಯಂ ನಾಭಿಜಾನಾತಿ — [110, 310, 282, 330]
student-photo — [987, 1678, 1234, 1977]
second-story-column-1 — [388, 1678, 673, 2385]
article-paragraph: ಘಟನೆ ಏನು? ಆ ವರ್ಷಗಳಿಂದ ಶಿಕ್ಷಕಿ ದೀಪಿಕಾ ಮತ್ತು ನಿತೀಶ್ ನಡುವೆ ಸಂಬಂಧವಿತ್ತು. ಈ ವಿಷಯ ತಿಳಿದು ನಿತೀಶ್‌ಗೆ ದೀಪಿಕಾ ದೂರವಾಗಲು ನಿರ್ಧರಿಸಿದ್ದಳು. ಇದರಿಂದ ಕೋಪಗೊಂಡಿದ್ದ ನಿತೀಶ್ ಆಕೆಯನ್ನು ಬೆಟ್ಟಕ್ಕೆ ಕರೆದೊಯ್ದು ಕೊಲೆ ಮಾಡಿದ್ದ. ಬಳಿಕ 2024ರ ಜನವರಿ 19ರಂದು ತನ್ನ ಹುಟ್ಟುಹಬ್ಬದ ದಿನದಂದೇ ದೀಪಿಕಾ ಮೇಲುಕೋಟೆಯ ಬೆಟ್ಟದಲ್ಲಿ ಹತ್ಯೆಗೀಡಾಗಿದ್ದಳು. ಅಲ್ಲಿ ಹೊಂಡ ತೆಗೆದು ನಿತೀಶ್ ದೀಪಿಕಾಳ ಶವ ಹೂತಿದ್ದ. — [26, 2121, 366, 2246]
mandya-story — [17, 1700, 374, 2383]
article-paragraph: ಪಾಕಿಸ್ತಾನದ ಒಳಗೆ, ಜನರು ಅತಿಯಾದ ಹಣದುಬ್ಬರ, ಹೆಚ್ಚುತ್ತಿರುವ ಬೆಲೆಗಳು, ನಿರುದ್ಯೋಗ ಮತ್ತು ಕುಸಿಯುತ್ತಿರುವ ಆರ್ಥಿಕತೆಗಳ ಹೊರೆ ಹೊರುತ್ತಿದ್ದಾರೆ. ಬಲೂಚಿಸ್ತಾನ, ಸಿಂಧ್, ಖೈಬರ್ ಪಖ್ತೂನ್ಖ್ವಾ ಪ್ರದೇಶಗಳು ಅಸಮಾಧಾನದಿಂದ ಕುದಿಯುತ್ತಿವೆ. — [388, 666, 674, 776]
second-story-column-3 — [934, 1985, 1234, 2385]
